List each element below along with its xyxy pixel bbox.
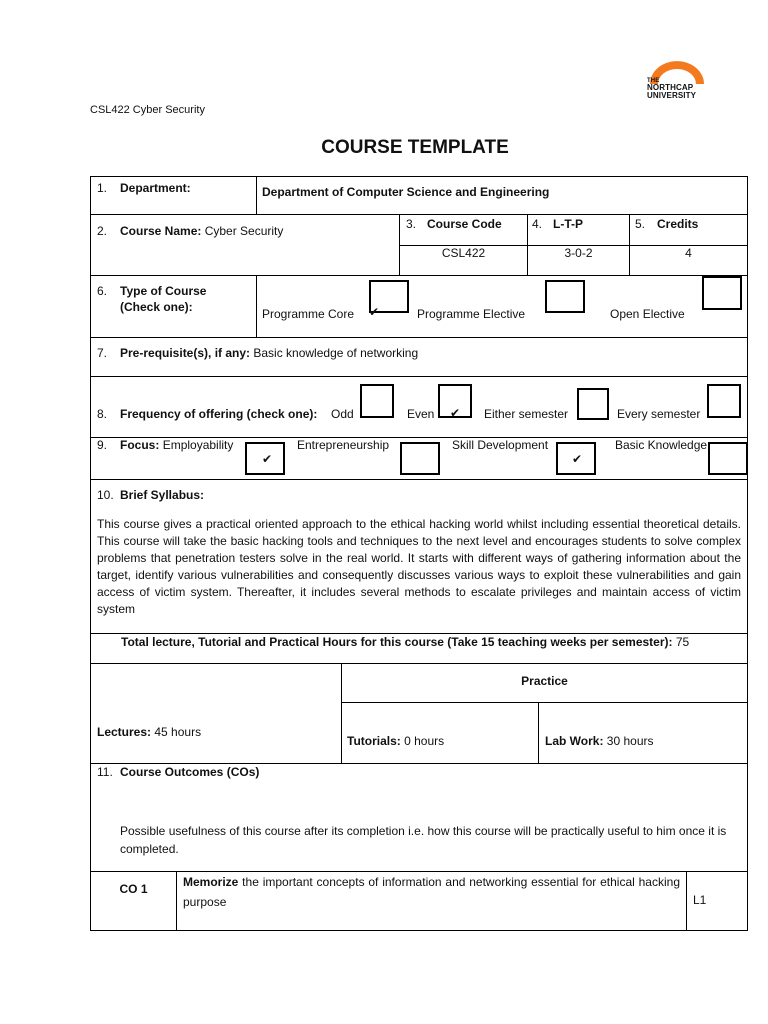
lab-work-cell: [538, 702, 748, 764]
lectures-cell: [90, 663, 342, 764]
row1-label-cell: [90, 176, 257, 215]
co1-id-cell: [90, 871, 177, 931]
odd-label: Odd: [331, 407, 354, 421]
practice-header-cell: [341, 663, 748, 703]
department-value: Department of Computer Science and Engineering: [262, 185, 550, 199]
employability-label: Employability: [162, 438, 234, 452]
open-elective-checkbox[interactable]: [702, 276, 742, 310]
row8-number: 8.: [97, 407, 108, 421]
practice-label: Practice: [521, 674, 568, 688]
credits-label: Credits: [657, 217, 699, 231]
type-label-line1: Type of Course: [120, 284, 207, 298]
entrepreneurship-checkbox[interactable]: [400, 442, 440, 475]
programme-elective-checkbox[interactable]: [545, 280, 585, 313]
row10-number: 10.: [97, 488, 114, 502]
lab-work-label: Lab Work:: [545, 734, 604, 748]
ltp-value: 3-0-2: [564, 246, 593, 260]
every-semester-label: Every semester: [617, 407, 701, 421]
course-name-value: Cyber Security: [201, 224, 284, 238]
tutorials-value: 0 hours: [400, 734, 445, 748]
course-name-cell: [90, 214, 400, 276]
page-title: COURSE TEMPLATE: [321, 137, 509, 158]
row3-number: 3.: [406, 217, 417, 231]
even-check-icon: ✔: [450, 406, 461, 420]
course-code-label: Course Code: [427, 217, 502, 231]
course-outcomes-text: Possible usefulness of this course after its completion i.e. how this course will be practically useful to him once it is completed.: [120, 824, 727, 856]
course-name-label: Course Name:: [120, 224, 202, 238]
frequency-cell: [90, 376, 748, 438]
total-hours-cell: [90, 633, 748, 664]
university-logo: [644, 60, 706, 104]
tutorials-label: Tutorials:: [347, 734, 401, 748]
type-label-cell: [90, 275, 257, 338]
logo-line2: UNIVERSITY: [647, 91, 697, 100]
type-label-line2: (Check one):: [120, 300, 193, 314]
course-code-cell: [399, 245, 528, 276]
row1-number: 1.: [97, 181, 108, 195]
either-semester-checkbox[interactable]: [577, 388, 609, 420]
syllabus-cell: [90, 479, 748, 634]
co1-level: L1: [693, 893, 707, 907]
ltp-label: L-T-P: [553, 217, 583, 231]
programme-elective-label: Programme Elective: [417, 307, 526, 321]
row4-number: 4.: [532, 217, 543, 231]
co1-verb: Memorize: [183, 875, 239, 889]
co1-id: CO 1: [119, 882, 148, 896]
row6-number: 6.: [97, 284, 108, 298]
row5-number: 5.: [635, 217, 646, 231]
syllabus-label: Brief Syllabus:: [120, 488, 205, 502]
co1-level-cell: [686, 871, 748, 931]
prerequisite-label: Pre-requisite(s), if any:: [120, 346, 251, 360]
course-code-value: CSL422: [441, 246, 486, 260]
basic-knowledge-label: Basic Knowledge: [615, 438, 708, 452]
document-code: CSL422 Cyber Security: [90, 104, 205, 116]
co1-description-cell: [176, 871, 687, 931]
employability-check-icon: ✔: [262, 452, 273, 466]
ltp-cell: [527, 245, 630, 276]
entrepreneurship-label: Entrepreneurship: [297, 438, 390, 452]
course-outcomes-label: Course Outcomes (COs): [120, 765, 260, 779]
row11-number: 11.: [97, 765, 113, 779]
open-elective-label: Open Elective: [610, 307, 685, 321]
every-semester-checkbox[interactable]: [707, 384, 741, 418]
ltp-header: [527, 214, 630, 246]
lectures-label: Lectures:: [97, 725, 152, 739]
prerequisite-value: Basic knowledge of networking: [250, 346, 419, 360]
credits-value: 4: [685, 246, 692, 260]
lectures-value: 45 hours: [151, 725, 202, 739]
course-outcomes-cell: [90, 763, 748, 872]
logo-line1: NORTHCAP: [647, 83, 694, 92]
either-semester-label: Either semester: [484, 407, 569, 421]
row9-number: 9.: [97, 438, 108, 452]
syllabus-text: This course gives a practical oriented approach to the ethical hacking world whilst including essential theoretical details. This course will take the basic hacking tools and techniques to the next level and encourages students to solve complex problems that penetration testers solve in the real world. It starts with different ways of gathering information about the target, identify various vulnerabilities and consequently discusses various ways to exploit these vulnerabilities and gain access of victim system. Thereafter, it includes several methods to escalate privileges and maintain access of victim system: [97, 517, 741, 616]
course-code-header: [399, 214, 528, 246]
total-hours-label: Total lecture, Tutorial and Practical Hours for this course (Take 15 teaching weeks per semester):: [121, 635, 673, 649]
row1-value-cell: [256, 176, 748, 215]
odd-checkbox[interactable]: [360, 384, 394, 418]
department-label: Department:: [120, 181, 191, 195]
row2-number: 2.: [97, 224, 108, 238]
even-label: Even: [407, 407, 435, 421]
total-hours-value: 75: [672, 635, 690, 649]
tutorials-cell: [341, 702, 539, 764]
co1-text: the important concepts of information and networking essential for ethical hacking purpose: [183, 875, 680, 909]
frequency-label: Frequency of offering (check one):: [120, 407, 318, 421]
row7-number: 7.: [97, 346, 108, 360]
lab-work-value: 30 hours: [603, 734, 654, 748]
credits-header: [629, 214, 748, 246]
programme-core-label: Programme Core: [262, 307, 355, 321]
logo-the: THE: [647, 78, 660, 84]
focus-label: Focus:: [120, 438, 160, 452]
skill-development-check-icon: ✔: [572, 452, 583, 466]
type-options-cell: [256, 275, 748, 338]
programme-core-check-icon: ✔: [369, 305, 380, 319]
skill-development-label: Skill Development: [452, 438, 549, 452]
credits-cell: [629, 245, 748, 276]
prerequisite-cell: [90, 337, 748, 377]
basic-knowledge-checkbox[interactable]: [708, 442, 748, 475]
